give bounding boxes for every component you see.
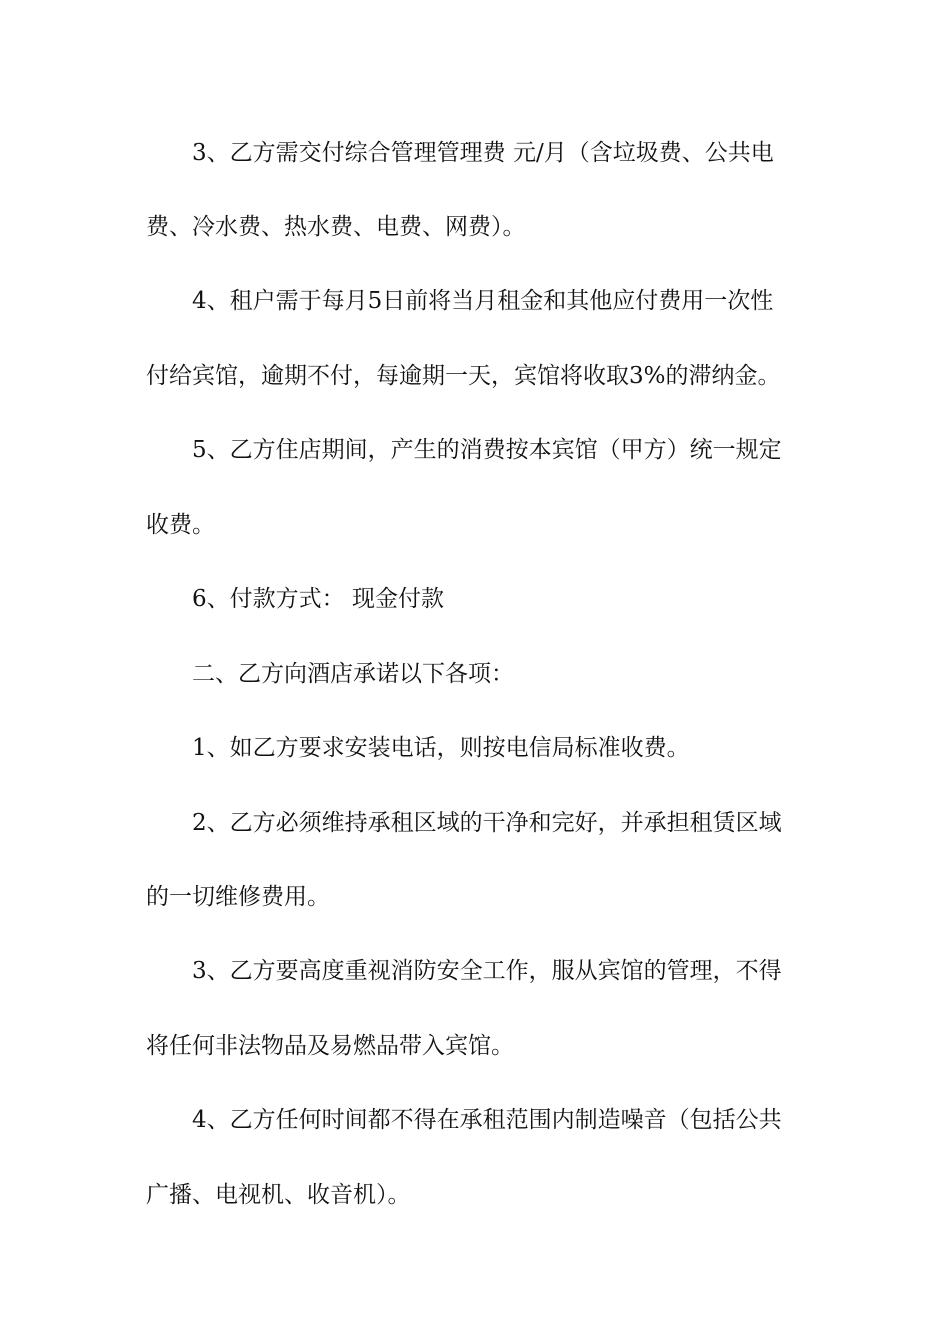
item-4-noise-line-2: 广播、电视机、收音机）。 xyxy=(146,1182,411,1208)
item-3-fire-safety-line-1: 3、乙方要高度重视消防安全工作，服从宾馆的管理，不得 xyxy=(192,958,782,984)
clause-5-consumption-line-2: 收费。 xyxy=(146,512,215,538)
item-3-fire-safety-line-2: 将任何非法物品及易燃品带入宾馆。 xyxy=(146,1033,514,1059)
item-2-maintenance-line-2: 的一切维修费用。 xyxy=(146,884,330,910)
clause-3-fee-line-1: 3、乙方需交付综合管理管理费 元/月（含垃圾费、公共电 xyxy=(192,140,774,166)
section-2-heading: 二、乙方向酒店承诺以下各项： xyxy=(192,661,514,687)
clause-4-payment-line-2: 付给宾馆，逾期不付，每逾期一天，宾馆将收取3%的滞纳金。 xyxy=(146,363,781,389)
clause-5-consumption-line-1: 5、乙方住店期间，产生的消费按本宾馆（甲方）统一规定 xyxy=(192,437,782,463)
clause-4-payment-line-1: 4、租户需于每月5日前将当月租金和其他应付费用一次性 xyxy=(192,288,774,314)
clause-3-fee-line-2: 费、冷水费、热水费、电费、网费）。 xyxy=(146,214,526,240)
item-2-maintenance-line-1: 2、乙方必须维持承租区域的干净和完好，并承担租赁区域 xyxy=(192,810,782,836)
clause-6-payment-method: 6、付款方式： 现金付款 xyxy=(192,586,444,612)
item-1-telephone: 1、如乙方要求安装电话，则按电信局标准收费。 xyxy=(192,735,690,761)
item-4-noise-line-1: 4、乙方任何时间都不得在承租范围内制造噪音（包括公共 xyxy=(192,1107,782,1133)
